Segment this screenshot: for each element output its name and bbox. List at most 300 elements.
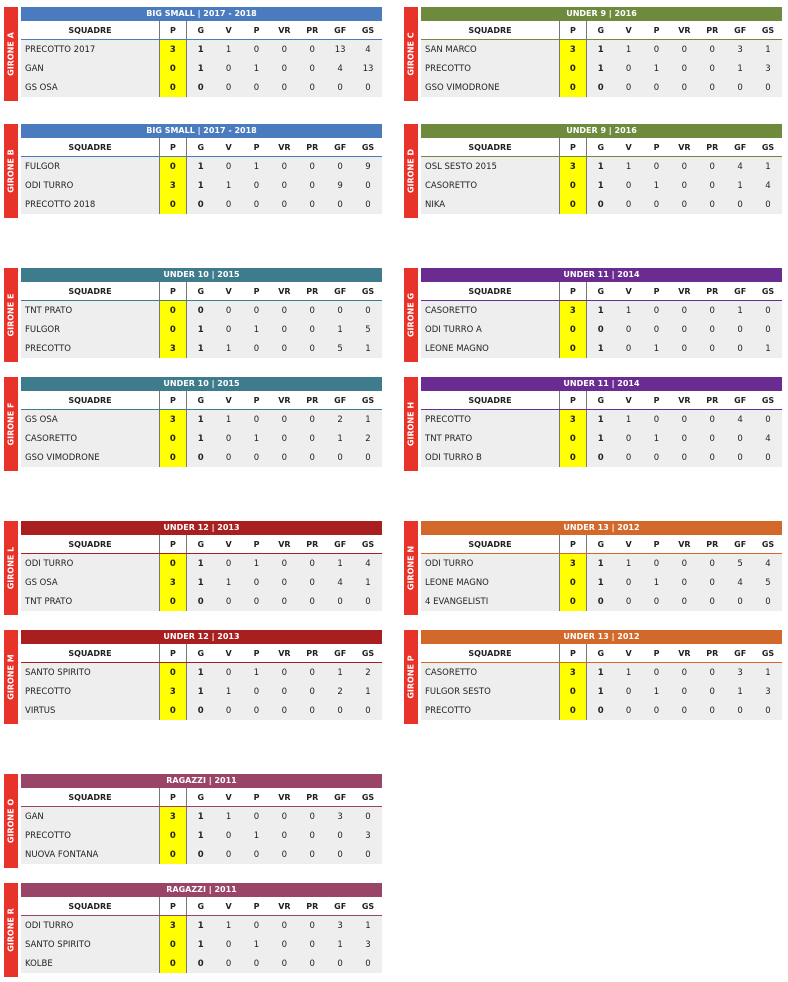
team-name: LEONE MAGNO <box>425 577 489 588</box>
table-header <box>421 138 782 156</box>
stat-cell: 0 <box>625 63 632 74</box>
column-header: VR <box>678 25 691 35</box>
standings-table <box>21 774 382 864</box>
stat-cell: 0 <box>225 452 232 463</box>
stat-cell: 0 <box>597 199 604 210</box>
stat-cell: 0 <box>625 452 632 463</box>
stat-cell: 0 <box>159 59 187 78</box>
stat-cell: 0 <box>225 161 232 172</box>
column-header: GF <box>334 792 347 802</box>
column-header: P <box>253 142 260 152</box>
stat-cell: 1 <box>337 433 343 444</box>
column-header: GS <box>361 792 375 802</box>
stat-cell: 0 <box>709 324 715 335</box>
stat-cell: 0 <box>709 343 715 354</box>
standings-table <box>421 377 782 467</box>
stat-cell: 0 <box>159 826 187 845</box>
team-name: ODI TURRO <box>25 558 74 569</box>
stat-cell: 0 <box>309 324 315 335</box>
column-header: V <box>625 25 632 35</box>
stat-cell: 0 <box>281 958 288 969</box>
stat-cell: 0 <box>597 705 604 716</box>
column-header: G <box>597 648 605 658</box>
standings-table <box>421 7 782 97</box>
stat-cell: 0 <box>365 958 371 969</box>
stat-cell: 1 <box>253 63 260 74</box>
stat-cell: 3 <box>559 157 587 176</box>
stat-cell: 0 <box>225 667 232 678</box>
column-header: G <box>197 142 205 152</box>
stat-cell: 0 <box>365 305 371 316</box>
stat-cell: 0 <box>159 701 187 720</box>
girone-g-table <box>404 268 782 362</box>
standings-table <box>21 521 382 611</box>
stat-cell: 0 <box>309 705 315 716</box>
girone-label: GIRONE D <box>406 148 416 194</box>
stat-cell: 1 <box>197 180 204 191</box>
stat-cell: 1 <box>337 558 343 569</box>
girone-label-bar <box>4 883 18 977</box>
table-row <box>421 59 782 78</box>
stat-cell: 3 <box>765 63 771 74</box>
stat-cell: 3 <box>737 44 743 55</box>
stat-cell: 4 <box>765 180 771 191</box>
stat-cell: 0 <box>309 686 315 697</box>
stat-cell: 0 <box>559 339 587 358</box>
girone-label-bar <box>404 521 418 615</box>
team-name: FULGOR SESTO <box>425 686 491 697</box>
stat-cell: 1 <box>225 577 232 588</box>
stat-cell: 0 <box>765 414 771 425</box>
stat-cell: 3 <box>737 667 743 678</box>
team-name: GAN <box>25 63 44 74</box>
team-name: CASORETTO <box>425 180 478 191</box>
column-header: P <box>253 25 260 35</box>
table-row <box>21 157 382 176</box>
stat-cell: 1 <box>653 577 660 588</box>
girone-label-bar <box>4 377 18 471</box>
column-header: PR <box>306 25 319 35</box>
column-header: P <box>159 788 187 806</box>
stat-cell: 1 <box>253 433 260 444</box>
team-name: SANTO SPIRITO <box>25 667 91 678</box>
column-header: SQUADRE <box>468 286 512 296</box>
stat-cell: 1 <box>737 305 743 316</box>
stat-cell: 0 <box>653 44 660 55</box>
stat-cell: 4 <box>765 558 771 569</box>
stat-cell: 0 <box>681 305 688 316</box>
stat-cell: 1 <box>253 161 260 172</box>
stat-cell: 0 <box>365 596 371 607</box>
column-header: V <box>225 792 232 802</box>
stat-cell: 0 <box>365 705 371 716</box>
category-title: UNDER 10 | 2015 <box>21 377 382 391</box>
table-row <box>21 663 382 682</box>
stat-cell: 3 <box>559 40 587 59</box>
stat-cell: 1 <box>225 44 232 55</box>
column-header: G <box>597 286 605 296</box>
table-row <box>421 78 782 97</box>
team-name: LEONE MAGNO <box>425 343 489 354</box>
stat-cell: 1 <box>653 686 660 697</box>
girone-m-table <box>4 630 382 724</box>
stat-cell: 0 <box>737 82 743 93</box>
table-header <box>21 897 382 915</box>
column-header: V <box>625 539 632 549</box>
stat-cell: 1 <box>337 667 343 678</box>
girone-l-table <box>4 521 382 615</box>
girone-label-bar <box>4 7 18 101</box>
stat-cell: 1 <box>365 920 371 931</box>
team-name: PRECOTTO <box>425 705 471 716</box>
column-header: GS <box>361 25 375 35</box>
stat-cell: 0 <box>253 958 260 969</box>
table-row <box>421 40 782 59</box>
column-header: P <box>253 648 260 658</box>
team-name: GSO VIMODRONE <box>25 452 100 463</box>
stat-cell: 0 <box>309 939 315 950</box>
column-header: GF <box>334 286 347 296</box>
column-header: G <box>197 25 205 35</box>
stat-cell: 0 <box>281 180 288 191</box>
stat-cell: 0 <box>159 663 187 682</box>
table-header <box>21 644 382 662</box>
stat-cell: 0 <box>309 180 315 191</box>
stat-cell: 0 <box>253 577 260 588</box>
stat-cell: 0 <box>309 958 315 969</box>
stat-cell: 0 <box>337 830 343 841</box>
stat-cell: 0 <box>159 954 187 973</box>
stat-cell: 9 <box>337 180 343 191</box>
team-name: GSO VIMODRONE <box>425 82 500 93</box>
table-row <box>21 448 382 467</box>
stat-cell: 0 <box>253 44 260 55</box>
stat-cell: 0 <box>337 305 343 316</box>
table-row <box>21 954 382 973</box>
standings-table <box>421 268 782 358</box>
column-header: V <box>225 395 232 405</box>
column-header: SQUADRE <box>68 25 112 35</box>
stat-cell: 1 <box>197 686 204 697</box>
table-row <box>421 176 782 195</box>
stat-cell: 2 <box>365 433 371 444</box>
column-header: PR <box>706 25 719 35</box>
table-row <box>421 701 782 720</box>
column-header: GS <box>361 648 375 658</box>
stat-cell: 0 <box>197 82 204 93</box>
stat-cell: 0 <box>681 44 688 55</box>
stat-cell: 0 <box>653 667 660 678</box>
column-header: P <box>253 286 260 296</box>
stat-cell: 0 <box>197 958 204 969</box>
column-header: V <box>225 648 232 658</box>
table-row <box>21 916 382 935</box>
stat-cell: 0 <box>159 935 187 954</box>
girone-p-table <box>404 630 782 724</box>
column-header: PR <box>306 648 319 658</box>
stat-cell: 0 <box>159 429 187 448</box>
stat-cell: 0 <box>281 667 288 678</box>
girone-label: GIRONE M <box>6 654 16 700</box>
stat-cell: 0 <box>681 161 688 172</box>
girone-d-table <box>404 124 782 218</box>
stat-cell: 0 <box>281 161 288 172</box>
girone-label: GIRONE O <box>6 798 16 844</box>
column-header: VR <box>278 286 291 296</box>
stat-cell: 3 <box>159 176 187 195</box>
stat-cell: 1 <box>365 343 371 354</box>
team-name: ODI TURRO A <box>425 324 482 335</box>
stat-cell: 0 <box>653 705 660 716</box>
stat-cell: 4 <box>365 558 371 569</box>
stat-cell: 0 <box>765 705 771 716</box>
girone-label: GIRONE A <box>6 32 16 76</box>
stat-cell: 9 <box>365 161 371 172</box>
stat-cell: 0 <box>309 199 315 210</box>
column-header: GS <box>761 539 775 549</box>
stat-cell: 0 <box>309 667 315 678</box>
standings-table <box>21 7 382 97</box>
stat-cell: 1 <box>253 558 260 569</box>
stat-cell: 0 <box>681 577 688 588</box>
stat-cell: 0 <box>225 324 232 335</box>
column-header: PR <box>306 395 319 405</box>
team-name: PRECOTTO <box>25 830 71 841</box>
column-header: GF <box>734 395 747 405</box>
standings-table <box>21 377 382 467</box>
stat-cell: 0 <box>309 161 315 172</box>
stat-cell: 0 <box>653 305 660 316</box>
stat-cell: 0 <box>597 596 604 607</box>
column-header: P <box>653 25 660 35</box>
category-title: BIG SMALL | 2017 - 2018 <box>21 124 382 138</box>
stat-cell: 1 <box>597 414 604 425</box>
column-header: VR <box>678 395 691 405</box>
team-name: FULGOR <box>25 161 61 172</box>
column-header: P <box>559 282 587 300</box>
girone-label-bar <box>404 268 418 362</box>
stat-cell: 1 <box>653 180 660 191</box>
stat-cell: 0 <box>365 82 371 93</box>
table-header <box>21 391 382 409</box>
stat-cell: 0 <box>559 176 587 195</box>
column-header: GS <box>361 286 375 296</box>
column-header: VR <box>278 901 291 911</box>
stat-cell: 0 <box>337 161 343 172</box>
stat-cell: 0 <box>281 686 288 697</box>
stat-cell: 13 <box>362 63 374 74</box>
column-header: VR <box>278 25 291 35</box>
team-name: TNT PRATO <box>25 596 73 607</box>
column-header: PR <box>306 792 319 802</box>
girone-r-table <box>4 883 382 977</box>
stat-cell: 0 <box>281 939 288 950</box>
stat-cell: 0 <box>597 324 604 335</box>
stat-cell: 0 <box>681 686 688 697</box>
stat-cell: 0 <box>225 849 232 860</box>
column-header: SQUADRE <box>468 648 512 658</box>
team-name: CASORETTO <box>425 305 478 316</box>
girone-b-table <box>4 124 382 218</box>
stat-cell: 0 <box>309 830 315 841</box>
stat-cell: 0 <box>253 705 260 716</box>
stat-cell: 1 <box>625 414 632 425</box>
column-header: SQUADRE <box>468 395 512 405</box>
stat-cell: 0 <box>225 958 232 969</box>
stat-cell: 0 <box>625 433 632 444</box>
stat-cell: 0 <box>281 199 288 210</box>
stat-cell: 0 <box>225 939 232 950</box>
stat-cell: 1 <box>197 44 204 55</box>
team-name: ODI TURRO B <box>425 452 482 463</box>
stat-cell: 0 <box>709 305 715 316</box>
stat-cell: 0 <box>653 161 660 172</box>
stat-cell: 0 <box>281 305 288 316</box>
stat-cell: 0 <box>253 596 260 607</box>
stat-cell: 0 <box>625 343 632 354</box>
stat-cell: 0 <box>309 596 315 607</box>
stat-cell: 0 <box>559 701 587 720</box>
column-header: V <box>625 142 632 152</box>
stat-cell: 0 <box>281 849 288 860</box>
table-row <box>21 554 382 573</box>
stat-cell: 2 <box>337 414 343 425</box>
team-name: SAN MARCO <box>425 44 477 55</box>
column-header: GF <box>334 395 347 405</box>
column-header: P <box>253 901 260 911</box>
column-header: V <box>225 25 232 35</box>
column-header: V <box>625 395 632 405</box>
stat-cell: 0 <box>225 63 232 74</box>
stat-cell: 0 <box>309 433 315 444</box>
stat-cell: 4 <box>337 63 343 74</box>
stat-cell: 0 <box>309 558 315 569</box>
stat-cell: 1 <box>365 577 371 588</box>
table-row <box>21 320 382 339</box>
stat-cell: 1 <box>625 558 632 569</box>
stat-cell: 0 <box>681 63 688 74</box>
stat-cell: 0 <box>159 448 187 467</box>
stat-cell: 0 <box>281 343 288 354</box>
girone-o-table <box>4 774 382 868</box>
column-header: SQUADRE <box>468 25 512 35</box>
column-header: G <box>597 142 605 152</box>
stat-cell: 0 <box>309 63 315 74</box>
stat-cell: 1 <box>225 811 232 822</box>
column-header: GF <box>734 142 747 152</box>
stat-cell: 0 <box>597 82 604 93</box>
stat-cell: 1 <box>197 414 204 425</box>
girone-label-bar <box>4 521 18 615</box>
stat-cell: 1 <box>597 433 604 444</box>
stat-cell: 0 <box>681 452 688 463</box>
stat-cell: 13 <box>334 44 346 55</box>
stat-cell: 0 <box>281 596 288 607</box>
column-header: GF <box>334 539 347 549</box>
girone-label: GIRONE L <box>6 546 16 590</box>
stat-cell: 0 <box>709 44 715 55</box>
stat-cell: 1 <box>197 667 204 678</box>
girone-h-table <box>404 377 782 471</box>
table-row <box>421 195 782 214</box>
table-row <box>21 573 382 592</box>
stat-cell: 0 <box>159 845 187 864</box>
stat-cell: 0 <box>281 705 288 716</box>
stat-cell: 3 <box>337 811 343 822</box>
team-name: ODI TURRO <box>425 558 474 569</box>
stat-cell: 0 <box>559 682 587 701</box>
column-header: VR <box>678 539 691 549</box>
column-header: V <box>225 286 232 296</box>
column-header: P <box>159 138 187 156</box>
girone-label: GIRONE G <box>406 292 416 338</box>
stat-cell: 1 <box>197 343 204 354</box>
stat-cell: 0 <box>309 849 315 860</box>
category-title: UNDER 9 | 2016 <box>421 124 782 138</box>
team-name: 4 EVANGELISTI <box>425 596 489 607</box>
column-header: SQUADRE <box>68 395 112 405</box>
column-header: P <box>653 142 660 152</box>
column-header: GS <box>361 142 375 152</box>
stat-cell: 0 <box>225 433 232 444</box>
table-row <box>21 339 382 358</box>
girone-e-table <box>4 268 382 362</box>
column-header: PR <box>306 142 319 152</box>
stat-cell: 1 <box>765 161 771 172</box>
team-name: NUOVA FONTANA <box>25 849 99 860</box>
stat-cell: 0 <box>197 452 204 463</box>
stat-cell: 0 <box>625 82 632 93</box>
stat-cell: 1 <box>737 686 743 697</box>
stat-cell: 0 <box>253 180 260 191</box>
stat-cell: 1 <box>253 667 260 678</box>
column-header: GS <box>361 539 375 549</box>
column-header: VR <box>678 648 691 658</box>
stat-cell: 0 <box>365 849 371 860</box>
category-title: UNDER 13 | 2012 <box>421 630 782 644</box>
category-title: UNDER 12 | 2013 <box>21 521 382 535</box>
table-row <box>421 339 782 358</box>
team-name: FULGOR <box>25 324 61 335</box>
stat-cell: 0 <box>309 452 315 463</box>
stat-cell: 0 <box>765 324 771 335</box>
column-header: PR <box>706 648 719 658</box>
girone-label-bar <box>4 630 18 724</box>
standings-table <box>21 630 382 720</box>
girone-f-table <box>4 377 382 471</box>
stat-cell: 0 <box>253 849 260 860</box>
team-name: PRECOTTO <box>425 63 471 74</box>
column-header: P <box>653 395 660 405</box>
stat-cell: 0 <box>765 596 771 607</box>
stat-cell: 0 <box>681 324 688 335</box>
column-header: SQUADRE <box>68 648 112 658</box>
stat-cell: 1 <box>625 44 632 55</box>
stat-cell: 1 <box>625 161 632 172</box>
stat-cell: 1 <box>197 577 204 588</box>
table-row <box>421 573 782 592</box>
team-name: CASORETTO <box>25 433 78 444</box>
stat-cell: 0 <box>737 343 743 354</box>
stat-cell: 1 <box>225 920 232 931</box>
stat-cell: 0 <box>197 596 204 607</box>
stat-cell: 0 <box>281 82 288 93</box>
column-header: P <box>159 897 187 915</box>
column-header: GF <box>734 539 747 549</box>
table-row <box>21 78 382 97</box>
stat-cell: 1 <box>197 433 204 444</box>
column-header: G <box>597 25 605 35</box>
